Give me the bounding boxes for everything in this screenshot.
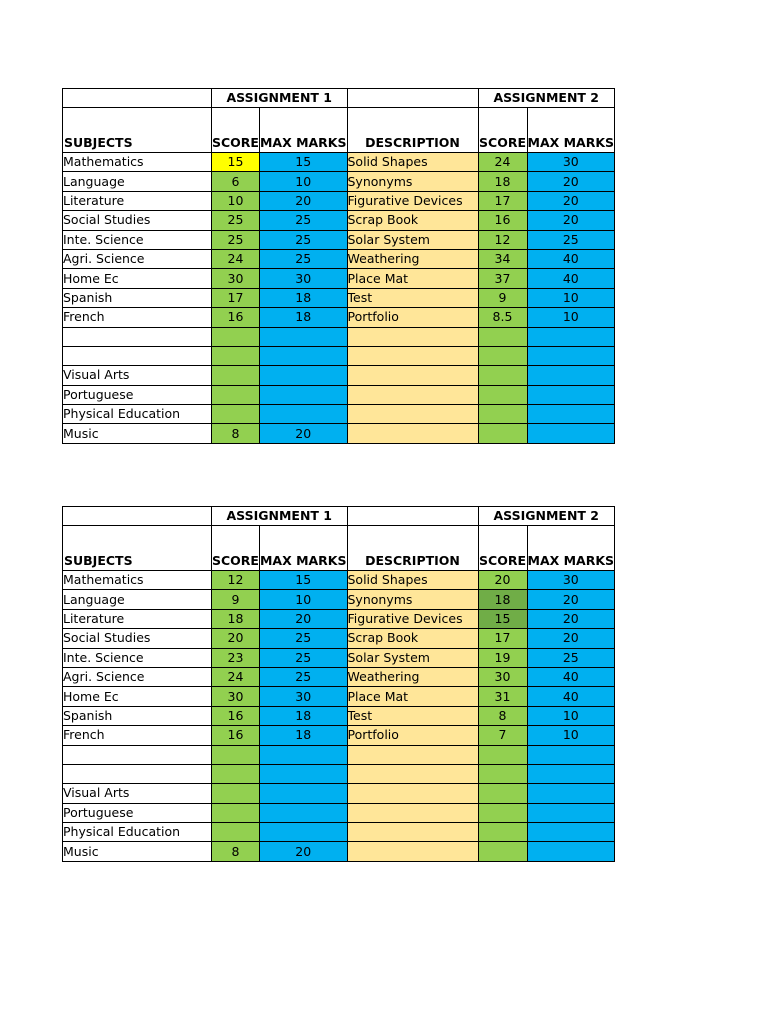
subject-cell: Inte. Science bbox=[63, 230, 212, 249]
score-2-cell bbox=[478, 745, 527, 764]
max-marks-2-cell: 10 bbox=[527, 706, 615, 725]
max-marks-2-cell: 25 bbox=[527, 230, 615, 249]
score-1-header: SCORE bbox=[212, 526, 260, 571]
max-marks-1-cell: 10 bbox=[259, 172, 347, 191]
score-1-cell: 8 bbox=[212, 842, 260, 861]
score-1-cell: 18 bbox=[212, 609, 260, 628]
score-1-cell bbox=[212, 745, 260, 764]
table-row bbox=[63, 191, 615, 210]
score-1-cell bbox=[212, 784, 260, 803]
description-cell: Portfolio bbox=[347, 726, 478, 745]
subject-cell: Language bbox=[63, 172, 212, 191]
score-2-cell bbox=[478, 424, 527, 443]
max-marks-2-cell: 10 bbox=[527, 308, 615, 327]
score-1-cell: 25 bbox=[212, 230, 260, 249]
subjects-header: SUBJECTS bbox=[63, 526, 212, 571]
subject-cell: Language bbox=[63, 590, 212, 609]
subject-cell: French bbox=[63, 726, 212, 745]
description-cell: Figurative Devices bbox=[347, 609, 478, 628]
grade-table-1 bbox=[62, 88, 615, 444]
score-2-cell: 31 bbox=[478, 687, 527, 706]
header-blank-cell bbox=[63, 89, 212, 108]
description-cell: Synonyms bbox=[347, 172, 478, 191]
description-cell bbox=[347, 823, 478, 842]
max-marks-1-cell: 18 bbox=[259, 726, 347, 745]
table-row bbox=[63, 327, 615, 346]
table-row bbox=[63, 172, 615, 191]
header-row-columns bbox=[63, 108, 615, 153]
max-marks-1-cell bbox=[259, 764, 347, 783]
score-2-cell: 24 bbox=[478, 153, 527, 172]
score-1-cell: 25 bbox=[212, 211, 260, 230]
table-row bbox=[63, 346, 615, 365]
max-marks-2-cell: 20 bbox=[527, 609, 615, 628]
score-2-cell bbox=[478, 346, 527, 365]
description-cell bbox=[347, 424, 478, 443]
description-cell: Portfolio bbox=[347, 308, 478, 327]
max-marks-2-cell bbox=[527, 784, 615, 803]
max-marks-2-cell: 40 bbox=[527, 249, 615, 268]
max-marks-1-cell: 18 bbox=[259, 308, 347, 327]
score-1-cell bbox=[212, 346, 260, 365]
max-marks-2-cell: 10 bbox=[527, 288, 615, 307]
max-marks-2-cell bbox=[527, 424, 615, 443]
score-2-cell: 7 bbox=[478, 726, 527, 745]
max-marks-2-cell: 20 bbox=[527, 211, 615, 230]
subject-cell: Visual Arts bbox=[63, 784, 212, 803]
subject-cell: Literature bbox=[63, 191, 212, 210]
assignment-1-header: ASSIGNMENT 1 bbox=[212, 89, 348, 108]
score-2-cell: 19 bbox=[478, 648, 527, 667]
assignment-1-header: ASSIGNMENT 1 bbox=[212, 507, 348, 526]
score-1-cell: 24 bbox=[212, 667, 260, 686]
subject-cell: French bbox=[63, 308, 212, 327]
description-cell: Scrap Book bbox=[347, 629, 478, 648]
score-2-cell: 30 bbox=[478, 667, 527, 686]
description-cell: Weathering bbox=[347, 667, 478, 686]
description-cell bbox=[347, 385, 478, 404]
max-marks-1-cell: 20 bbox=[259, 191, 347, 210]
max-marks-2-cell: 40 bbox=[527, 269, 615, 288]
header-row-columns bbox=[63, 526, 615, 571]
subject-cell: Portuguese bbox=[63, 803, 212, 822]
table-row bbox=[63, 842, 615, 861]
score-1-cell: 10 bbox=[212, 191, 260, 210]
score-1-cell: 17 bbox=[212, 288, 260, 307]
score-1-cell: 23 bbox=[212, 648, 260, 667]
description-cell: Scrap Book bbox=[347, 211, 478, 230]
max-marks-2-cell bbox=[527, 405, 615, 424]
table-row bbox=[63, 629, 615, 648]
description-cell: Solar System bbox=[347, 230, 478, 249]
description-header: DESCRIPTION bbox=[347, 108, 478, 153]
table-row bbox=[63, 687, 615, 706]
max-marks-1-cell: 10 bbox=[259, 590, 347, 609]
grade-table-body bbox=[63, 89, 615, 444]
description-header: DESCRIPTION bbox=[347, 526, 478, 571]
subject-cell: Inte. Science bbox=[63, 648, 212, 667]
description-cell bbox=[347, 346, 478, 365]
max-marks-1-cell: 20 bbox=[259, 842, 347, 861]
max-marks-1-cell: 15 bbox=[259, 571, 347, 590]
score-1-cell bbox=[212, 803, 260, 822]
score-1-cell bbox=[212, 405, 260, 424]
score-1-header: SCORE bbox=[212, 108, 260, 153]
max-marks-2-cell bbox=[527, 842, 615, 861]
table-row bbox=[63, 803, 615, 822]
description-cell: Weathering bbox=[347, 249, 478, 268]
description-cell bbox=[347, 745, 478, 764]
max-marks-1-cell bbox=[259, 346, 347, 365]
max-marks-2-cell: 30 bbox=[527, 153, 615, 172]
table-row bbox=[63, 308, 615, 327]
table-row bbox=[63, 823, 615, 842]
table-row bbox=[63, 706, 615, 725]
table-row bbox=[63, 249, 615, 268]
description-cell: Solid Shapes bbox=[347, 571, 478, 590]
subject-cell: Spanish bbox=[63, 288, 212, 307]
score-1-cell: 16 bbox=[212, 308, 260, 327]
grade-table-2 bbox=[62, 506, 615, 862]
description-cell: Test bbox=[347, 706, 478, 725]
header-blank-cell bbox=[63, 507, 212, 526]
table-row bbox=[63, 571, 615, 590]
table-row bbox=[63, 405, 615, 424]
table-row bbox=[63, 424, 615, 443]
max-marks-2-cell: 20 bbox=[527, 629, 615, 648]
score-1-cell bbox=[212, 327, 260, 346]
description-cell: Solid Shapes bbox=[347, 153, 478, 172]
subject-cell: Music bbox=[63, 424, 212, 443]
score-1-cell: 6 bbox=[212, 172, 260, 191]
description-cell bbox=[347, 764, 478, 783]
description-cell: Solar System bbox=[347, 648, 478, 667]
description-cell: Place Mat bbox=[347, 687, 478, 706]
description-cell: Figurative Devices bbox=[347, 191, 478, 210]
max-marks-2-cell bbox=[527, 823, 615, 842]
score-1-cell bbox=[212, 385, 260, 404]
score-2-cell: 8.5 bbox=[478, 308, 527, 327]
max-marks-2-cell bbox=[527, 803, 615, 822]
max-marks-2-cell: 30 bbox=[527, 571, 615, 590]
score-2-cell: 20 bbox=[478, 571, 527, 590]
score-2-header: SCORE bbox=[478, 108, 527, 153]
table-row bbox=[63, 745, 615, 764]
grade-table-body bbox=[63, 507, 615, 862]
score-2-cell bbox=[478, 385, 527, 404]
max-marks-2-cell: 40 bbox=[527, 667, 615, 686]
max-marks-1-cell: 25 bbox=[259, 629, 347, 648]
score-1-cell: 30 bbox=[212, 687, 260, 706]
header-row-assignments bbox=[63, 89, 615, 108]
max-marks-1-header: MAX MARKS bbox=[259, 526, 347, 571]
subject-cell: Visual Arts bbox=[63, 366, 212, 385]
score-2-cell: 18 bbox=[478, 172, 527, 191]
score-2-cell bbox=[478, 842, 527, 861]
max-marks-1-cell bbox=[259, 823, 347, 842]
score-2-cell: 17 bbox=[478, 629, 527, 648]
table-row bbox=[63, 288, 615, 307]
description-cell bbox=[347, 784, 478, 803]
max-marks-2-cell bbox=[527, 764, 615, 783]
header-blank-cell bbox=[347, 507, 478, 526]
table-row bbox=[63, 366, 615, 385]
max-marks-1-cell: 20 bbox=[259, 424, 347, 443]
max-marks-1-cell: 25 bbox=[259, 648, 347, 667]
score-2-cell: 34 bbox=[478, 249, 527, 268]
header-row-assignments bbox=[63, 507, 615, 526]
score-2-cell: 18 bbox=[478, 590, 527, 609]
score-2-cell: 12 bbox=[478, 230, 527, 249]
subject-cell: Social Studies bbox=[63, 211, 212, 230]
score-2-header: SCORE bbox=[478, 526, 527, 571]
subject-cell: Agri. Science bbox=[63, 667, 212, 686]
max-marks-1-cell: 25 bbox=[259, 230, 347, 249]
table-row bbox=[63, 230, 615, 249]
score-1-cell: 8 bbox=[212, 424, 260, 443]
assignment-2-header: ASSIGNMENT 2 bbox=[478, 89, 615, 108]
subject-cell: Literature bbox=[63, 609, 212, 628]
table-row bbox=[63, 153, 615, 172]
max-marks-2-cell: 10 bbox=[527, 726, 615, 745]
subject-cell bbox=[63, 327, 212, 346]
description-cell bbox=[347, 803, 478, 822]
description-cell bbox=[347, 842, 478, 861]
subject-cell: Mathematics bbox=[63, 153, 212, 172]
max-marks-2-cell: 25 bbox=[527, 648, 615, 667]
max-marks-2-cell: 20 bbox=[527, 172, 615, 191]
max-marks-1-cell: 15 bbox=[259, 153, 347, 172]
max-marks-2-cell bbox=[527, 745, 615, 764]
max-marks-1-cell bbox=[259, 784, 347, 803]
score-2-cell bbox=[478, 764, 527, 783]
score-2-cell bbox=[478, 823, 527, 842]
table-row bbox=[63, 667, 615, 686]
score-1-cell: 16 bbox=[212, 706, 260, 725]
score-1-cell: 20 bbox=[212, 629, 260, 648]
max-marks-1-cell bbox=[259, 327, 347, 346]
description-cell bbox=[347, 366, 478, 385]
subject-cell: Home Ec bbox=[63, 269, 212, 288]
max-marks-2-cell: 20 bbox=[527, 191, 615, 210]
max-marks-1-cell bbox=[259, 366, 347, 385]
subject-cell bbox=[63, 745, 212, 764]
max-marks-1-cell: 18 bbox=[259, 706, 347, 725]
score-1-cell: 16 bbox=[212, 726, 260, 745]
header-blank-cell bbox=[347, 89, 478, 108]
table-row bbox=[63, 764, 615, 783]
score-1-cell: 12 bbox=[212, 571, 260, 590]
table-row bbox=[63, 648, 615, 667]
max-marks-2-cell bbox=[527, 327, 615, 346]
subject-cell: Agri. Science bbox=[63, 249, 212, 268]
subject-cell: Spanish bbox=[63, 706, 212, 725]
table-row bbox=[63, 590, 615, 609]
table-row bbox=[63, 211, 615, 230]
description-cell bbox=[347, 327, 478, 346]
score-2-cell bbox=[478, 327, 527, 346]
max-marks-1-cell: 25 bbox=[259, 667, 347, 686]
max-marks-1-cell: 30 bbox=[259, 269, 347, 288]
subject-cell: Physical Education bbox=[63, 405, 212, 424]
score-2-cell: 37 bbox=[478, 269, 527, 288]
score-2-cell: 8 bbox=[478, 706, 527, 725]
max-marks-1-cell: 25 bbox=[259, 211, 347, 230]
max-marks-1-cell bbox=[259, 405, 347, 424]
score-2-cell: 17 bbox=[478, 191, 527, 210]
score-1-cell bbox=[212, 823, 260, 842]
subject-cell: Home Ec bbox=[63, 687, 212, 706]
max-marks-1-cell bbox=[259, 745, 347, 764]
max-marks-2-cell: 40 bbox=[527, 687, 615, 706]
max-marks-2-header: MAX MARKS bbox=[527, 526, 615, 571]
max-marks-2-cell bbox=[527, 385, 615, 404]
subject-cell bbox=[63, 764, 212, 783]
table-row bbox=[63, 784, 615, 803]
subject-cell: Music bbox=[63, 842, 212, 861]
max-marks-2-header: MAX MARKS bbox=[527, 108, 615, 153]
score-1-cell: 24 bbox=[212, 249, 260, 268]
subject-cell: Social Studies bbox=[63, 629, 212, 648]
description-cell: Synonyms bbox=[347, 590, 478, 609]
score-2-cell bbox=[478, 803, 527, 822]
score-2-cell bbox=[478, 784, 527, 803]
description-cell: Test bbox=[347, 288, 478, 307]
score-2-cell: 15 bbox=[478, 609, 527, 628]
max-marks-1-cell bbox=[259, 385, 347, 404]
max-marks-2-cell bbox=[527, 366, 615, 385]
score-2-cell bbox=[478, 366, 527, 385]
max-marks-2-cell: 20 bbox=[527, 590, 615, 609]
table-row bbox=[63, 385, 615, 404]
subject-cell bbox=[63, 346, 212, 365]
subject-cell: Mathematics bbox=[63, 571, 212, 590]
max-marks-2-cell bbox=[527, 346, 615, 365]
max-marks-1-header: MAX MARKS bbox=[259, 108, 347, 153]
score-1-cell bbox=[212, 764, 260, 783]
description-cell bbox=[347, 405, 478, 424]
score-1-cell: 15 bbox=[212, 153, 260, 172]
table-row bbox=[63, 269, 615, 288]
score-1-cell bbox=[212, 366, 260, 385]
max-marks-1-cell bbox=[259, 803, 347, 822]
table-row bbox=[63, 609, 615, 628]
assignment-2-header: ASSIGNMENT 2 bbox=[478, 507, 615, 526]
description-cell: Place Mat bbox=[347, 269, 478, 288]
score-2-cell bbox=[478, 405, 527, 424]
max-marks-1-cell: 18 bbox=[259, 288, 347, 307]
score-1-cell: 9 bbox=[212, 590, 260, 609]
subject-cell: Portuguese bbox=[63, 385, 212, 404]
max-marks-1-cell: 30 bbox=[259, 687, 347, 706]
subject-cell: Physical Education bbox=[63, 823, 212, 842]
score-2-cell: 16 bbox=[478, 211, 527, 230]
score-1-cell: 30 bbox=[212, 269, 260, 288]
max-marks-1-cell: 20 bbox=[259, 609, 347, 628]
max-marks-1-cell: 25 bbox=[259, 249, 347, 268]
table-row bbox=[63, 726, 615, 745]
score-2-cell: 9 bbox=[478, 288, 527, 307]
subjects-header: SUBJECTS bbox=[63, 108, 212, 153]
